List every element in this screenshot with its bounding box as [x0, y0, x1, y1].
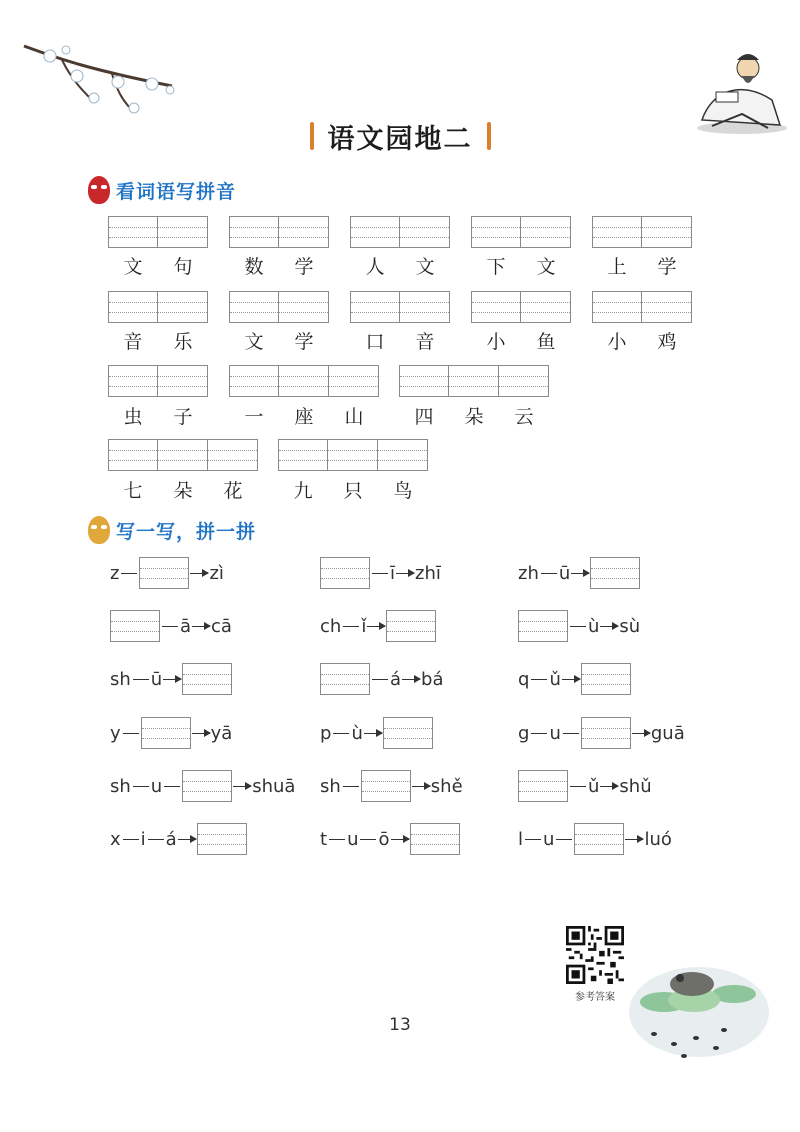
pinyin-box-group[interactable] — [229, 365, 379, 397]
word-chars: 七 朵 花 — [123, 480, 243, 502]
answer-box[interactable] — [383, 717, 433, 749]
word-chars: 人 文 — [365, 256, 435, 278]
answer-box[interactable] — [590, 557, 640, 589]
pinyin-box-group[interactable] — [229, 216, 329, 248]
spelling-equation: z zì — [110, 556, 224, 590]
pinyin-box-group[interactable] — [229, 291, 329, 323]
word-chars: 下 文 — [486, 256, 556, 278]
qr-code[interactable] — [566, 926, 624, 984]
spelling-equation: zh ū — [518, 556, 640, 590]
answer-box[interactable] — [197, 823, 247, 855]
section1-label: 看词语写拼音 — [116, 180, 237, 203]
word-chars: 一 座 山 — [244, 406, 364, 428]
answer-box[interactable] — [182, 770, 232, 802]
spelling-equation: sh u shuā — [110, 769, 295, 803]
spelling-equation: sh shě — [320, 769, 463, 803]
word-chars: 四 朵 云 — [414, 406, 534, 428]
spelling-equation: sh ū — [110, 662, 232, 696]
spelling-equation: ā cā — [110, 609, 232, 643]
pinyin-box-group[interactable] — [108, 216, 208, 248]
answer-box[interactable] — [581, 663, 631, 695]
page-title-block — [300, 116, 500, 156]
answer-box[interactable] — [518, 610, 568, 642]
spelling-equation: p ù — [320, 716, 433, 750]
pinyin-box-group[interactable] — [108, 291, 208, 323]
page-title: 语文园地二 — [327, 123, 473, 155]
pinyin-box-group[interactable] — [278, 439, 428, 471]
answer-box[interactable] — [581, 717, 631, 749]
pinyin-box-group[interactable] — [592, 291, 692, 323]
frog-pond-illustration — [624, 952, 774, 1072]
pinyin-box-group[interactable] — [350, 216, 450, 248]
pinyin-box-group[interactable] — [108, 365, 208, 397]
answer-box[interactable] — [182, 663, 232, 695]
word-chars: 文 句 — [123, 256, 193, 278]
spelling-equation: ǔ shǔ — [518, 769, 652, 803]
pinyin-box-group[interactable] — [471, 291, 571, 323]
word-chars: 小 鸡 — [607, 331, 677, 353]
spelling-equation: y yā — [110, 716, 232, 750]
title-bar-right — [487, 122, 491, 150]
pinyin-box-group[interactable] — [108, 439, 258, 471]
spelling-equation: ch ǐ — [320, 609, 436, 643]
pinyin-box-group[interactable] — [350, 291, 450, 323]
spelling-equation: á bá — [320, 662, 444, 696]
spelling-equation: l u luó — [518, 822, 672, 856]
word-chars: 音 乐 — [123, 331, 193, 353]
pinyin-box-group[interactable] — [592, 216, 692, 248]
plum-blossom-decoration — [22, 40, 182, 130]
answer-key-label: 参考答案 — [575, 992, 615, 1003]
answer-box[interactable] — [139, 557, 189, 589]
word-chars: 口 音 — [365, 331, 435, 353]
opera-mask-red-icon — [88, 176, 110, 204]
word-chars: 小 鱼 — [486, 331, 556, 353]
opera-mask-gold-icon — [88, 516, 110, 544]
scholar-illustration — [682, 40, 792, 135]
pinyin-box-group[interactable] — [399, 365, 549, 397]
word-chars: 数 学 — [244, 256, 314, 278]
answer-box[interactable] — [320, 557, 370, 589]
section1-heading — [88, 176, 236, 204]
section2-heading — [88, 516, 256, 544]
spelling-equation: ù sù — [518, 609, 640, 643]
page-number: 13 — [389, 1015, 411, 1035]
word-chars: 九 只 鸟 — [293, 480, 413, 502]
answer-box[interactable] — [141, 717, 191, 749]
answer-box[interactable] — [410, 823, 460, 855]
spelling-equation: x i á — [110, 822, 247, 856]
title-bar-left — [310, 122, 314, 150]
answer-box[interactable] — [518, 770, 568, 802]
pinyin-box-group[interactable] — [471, 216, 571, 248]
spelling-equation: ī zhī — [320, 556, 441, 590]
word-chars: 上 学 — [607, 256, 677, 278]
spelling-equation: q ǔ — [518, 662, 631, 696]
word-chars: 文 学 — [244, 331, 314, 353]
answer-box[interactable] — [320, 663, 370, 695]
answer-box[interactable] — [361, 770, 411, 802]
spelling-equation: g u guā — [518, 716, 685, 750]
word-chars: 虫 子 — [123, 406, 193, 428]
answer-box[interactable] — [110, 610, 160, 642]
section2-label: 写一写，拼一拼 — [116, 520, 257, 543]
answer-box[interactable] — [386, 610, 436, 642]
answer-box[interactable] — [574, 823, 624, 855]
spelling-equation: t u ō — [320, 822, 460, 856]
